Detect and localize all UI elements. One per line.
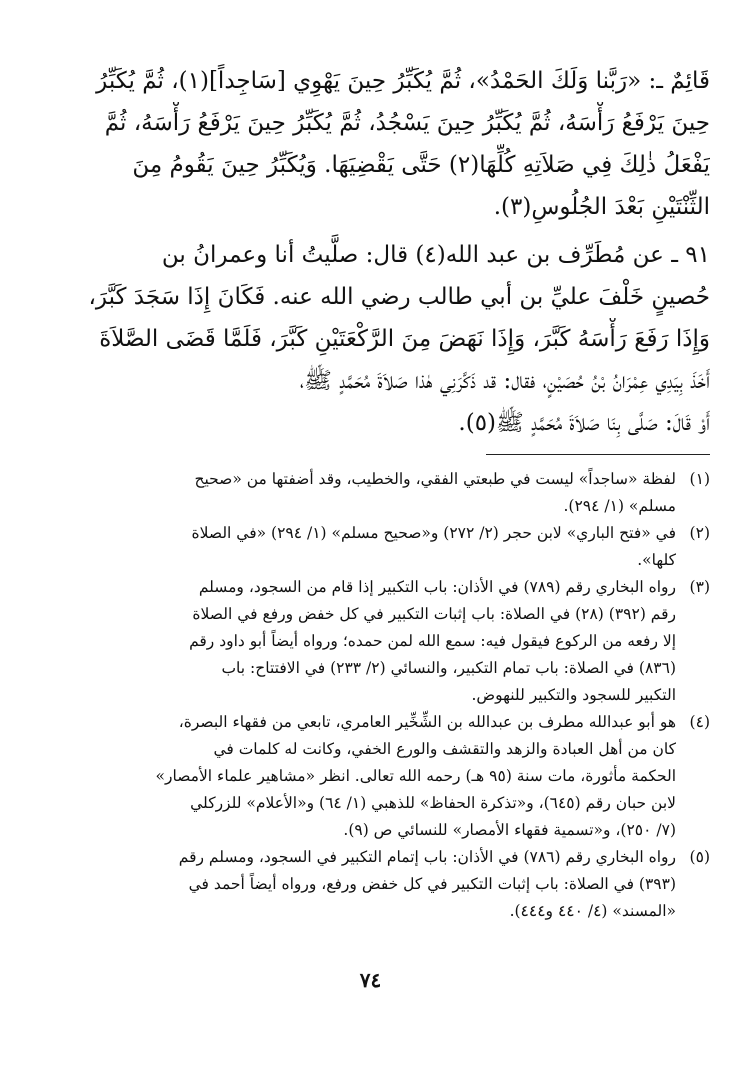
footnote-line: كلها». <box>637 551 676 569</box>
footnote-number: (٥) <box>689 848 710 866</box>
footnote-3 <box>88 574 710 709</box>
footnote-line: (٨٣٦) في الصلاة: باب تمام التكبير، والنسائي (٢/ ٢٣٣) في الافتتاح: باب <box>221 659 676 677</box>
hadith-paragraph-91 <box>88 234 710 444</box>
page-number: ٧٤ <box>359 968 382 992</box>
footnote-5 <box>88 844 710 925</box>
footnote-line: إلا رفعه من الركوع فيقول فيه: سمع الله لمن حمده؛ ورواه أيضاً أبو داود رقم <box>189 632 676 650</box>
footnote-line: لفظة «ساجداً» ليست في طبعتي الفقي، والخطيب، وقد أضفتها من «صحيح <box>194 470 676 488</box>
footnote-line: لابن حبان رقم (٦٤٥)، و«تذكرة الحفاظ» للذهبي (١/ ٦٤) و«الأعلام» للزركلي <box>190 794 676 812</box>
footnote-number: (٤) <box>689 713 710 731</box>
footnote-line: مسلم» (١/ ٢٩٤). <box>563 497 676 515</box>
footnote-line: هو أبو عبدالله مطرف بن عبدالله بن الشِّخِّير العامري، تابعي من فقهاء البصرة، <box>178 713 676 731</box>
footnote-number: (٣) <box>689 578 710 596</box>
footnote-line: الحكمة مأثورة، مات سنة (٩٥ هـ) رحمه الله تعالى. انظر «مشاهير علماء الأمصار» <box>155 767 676 785</box>
footnote-line: (٧/ ٢٥٠)، و«تسمية فقهاء الأمصار» للنسائي ص (٩). <box>343 821 676 839</box>
footnote-line: رواه البخاري رقم (٧٨٩) في الأذان: باب التكبير إذا قام من السجود، ومسلم <box>198 578 676 596</box>
footnote-line: كان من أهل العبادة والزهد والتقشف والورع الخفي، وكانت له كلمات في <box>213 740 676 758</box>
footnote-4 <box>88 709 710 844</box>
text-line: ٩١ ـ عن مُطَرِّف بن عبد الله(٤) قال: صلَّيتُ أنا وعمرانُ بن <box>161 242 710 268</box>
footnote-divider <box>486 454 710 455</box>
footnote-2 <box>88 520 710 574</box>
footnote-number: (٢) <box>689 524 710 542</box>
text-line: حُصينٍ خَلْفَ عليِّ بن أبي طالب رضي الله عنه. فَكَانَ إِذَا سَجَدَ كَبَّرَ، <box>88 284 710 310</box>
text-line: أَخَذَ بِيَدِي عِمْرَانُ بْنُ حُصَيْنٍ، فقال: قد ذَكَّرَنِي هٰذا صَلاَةَ مُحَمَّدٍ ﷺ، <box>299 368 710 394</box>
text-line: قَائِمٌ ـ: «رَبَّنا وَلَكَ الحَمْدُ»، ثُمَّ يُكَبِّرُ حِينَ يَهْوِي [سَاجِداً](١)، ثُمَّ يُكَبِّرُ <box>96 68 710 94</box>
footnote-line: (٣٩٣) في الصلاة: باب إثبات التكبير في كل خفض ورفع، ورواه أيضاً أحمد في <box>188 875 676 893</box>
hadith-paragraph-continuation <box>88 60 710 228</box>
footnote-line: التكبير للسجود والتكبير للنهوض. <box>471 686 676 704</box>
footnote-number: (١) <box>689 470 710 488</box>
text-line: حِينَ يَرْفَعُ رَأْسَهُ، ثُمَّ يُكَبِّرُ حِينَ يَسْجُدُ، ثُمَّ يُكَبِّرُ حِينَ يَرْفَعُ رَأْسَهُ، ثُمَّ <box>104 110 710 136</box>
text-line: أَوْ قَالَ: صَلَّى بِنَا صَلاَةَ مُحَمَّدٍ ﷺ(٥). <box>458 410 710 436</box>
footnote-line: رقم (٣٩٢) (٢٨) في الصلاة: باب إثبات التكبير في كل خفض ورفع في الصلاة <box>192 605 676 623</box>
text-line: الثِّنْتَيْنِ بَعْدَ الجُلُوسِ(٣). <box>493 194 710 220</box>
text-line: وَإِذَا رَفَعَ رَأْسَهُ كَبَّرَ، وَإِذَا نَهَضَ مِنَ الرَّكْعَتَيْنِ كَبَّرَ، فَلَمَّا قَضَى الصَّلاَةَ <box>99 326 710 352</box>
footnote-line: رواه البخاري رقم (٧٨٦) في الأذان: باب إتمام التكبير في السجود، ومسلم رقم <box>178 848 676 866</box>
footnote-line: في «فتح الباري» لابن حجر (٢/ ٢٧٢) و«صحيح مسلم» (١/ ٢٩٤) «في الصلاة <box>191 524 676 542</box>
text-line: يَفْعَلُ ذٰلِكَ فِي صَلاَتِهِ كُلِّهَا(٢) حَتَّى يَقْضِيَهَا. وَيُكَبِّرُ حِينَ يَقُومُ مِنَ <box>132 152 710 178</box>
footnote-1 <box>88 466 710 520</box>
footnotes-section <box>88 466 710 925</box>
footnote-line: «المسند» (٤/ ٤٤٠ و٤٤٤). <box>509 902 676 920</box>
